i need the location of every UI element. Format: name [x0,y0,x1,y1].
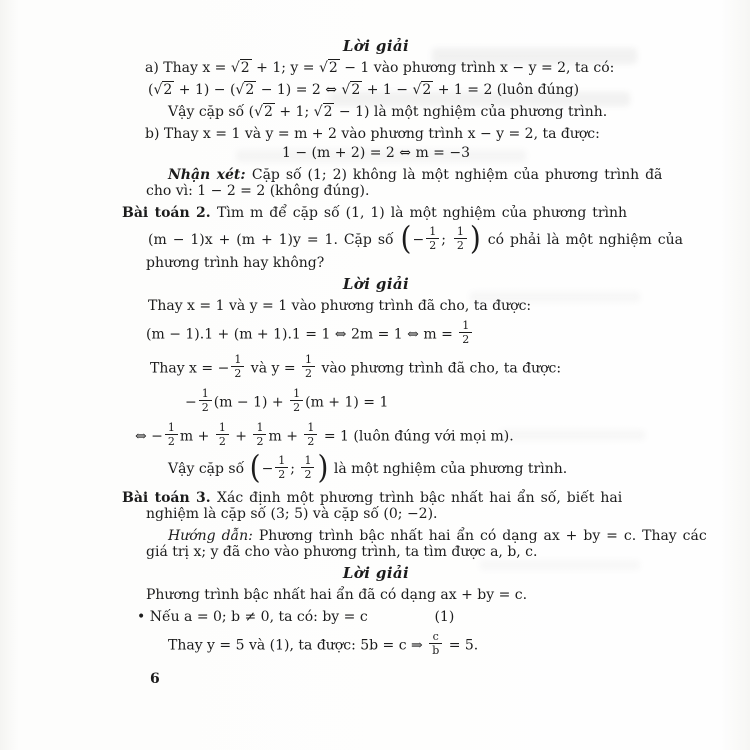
text-segment: − 1) = 2 ⇔ [256,82,342,98]
text-segment: Thay y = 5 và (1), ta được: 5b = c ⇒ [168,637,428,654]
text-segment: (m − 1)x + (m + 1)y = 1. Cặp số [148,232,400,248]
bullet-line [122,609,630,625]
text-segment: ; [290,461,300,477]
fraction: $\frac{1}{2}$ [301,454,314,481]
remark-line-1 [122,167,663,183]
text-segment: Lời giải [342,37,410,55]
big-parenthesis: ( [249,448,261,486]
text-segment: phương trình hay không? [146,255,325,271]
text-segment: Phương trình bậc nhất hai ẩn có dạng ax + by = c. Thay các [258,528,707,544]
page-number [122,671,630,687]
problem-2-line-1 [122,205,630,221]
solution-heading-1 [122,38,630,54]
text-segment: + 1 − [362,82,413,98]
fraction: $\frac{1}{2}$ [165,421,178,448]
text-segment: + 1) − ( [174,82,236,98]
text-segment: ⇔ − [135,428,163,445]
text-segment: − [412,232,425,248]
equation-2b [122,389,630,416]
text-segment: − [185,394,197,411]
text-segment: a) Thay x = [145,60,231,76]
text-segment: Thay x = 1 và y = 1 vào phương trình đã cho, ta được: [148,298,532,314]
conclusion-a [122,104,630,120]
sub-line-2 [122,355,630,382]
fraction: $\frac{1}{2}$ [199,387,212,414]
fraction: $\frac{c}{b}$ [429,630,442,657]
text-segment: ( [148,82,154,98]
text-segment: − 1) là một nghiệm của phương trình. [334,104,608,120]
text-segment: Vậy cặp số ( [168,104,255,120]
equation-3a [122,632,630,659]
text-segment: Tìm m để cặp số (1, 1) là một nghiệm của phương trình [217,205,628,221]
hint-line-1 [122,528,707,544]
text-segment: Xác định một phương trình bậc nhất hai ẩn số, biết hai [217,490,623,506]
text-segment: 1 − (m + 2) = 2 ⇔ m = −3 [282,145,470,161]
text-segment: − [261,461,274,477]
sub-line-3 [122,587,630,603]
text-segment: + 1 = 2 (luôn đúng) [433,82,580,98]
fraction: $\frac{1}{2}$ [304,421,317,448]
text-segment: 6 [150,671,160,687]
hint-line-2 [122,544,630,560]
fraction: $\frac{1}{2}$ [231,353,244,380]
text-segment: Hướng dẫn: [168,528,259,544]
square-root: √2 [254,104,273,120]
problem-2-line-2 [122,219,683,257]
text-segment: + 1; [274,104,314,120]
fraction: $\frac{1}{2}$ [253,421,266,448]
text-segment: Nhận xét: [168,167,252,183]
equation-2a [122,321,630,348]
text-segment: (m + 1) = 1 [305,394,389,411]
text-segment: và y = [246,360,301,377]
equation-b [122,145,630,161]
text-segment: m + [179,428,214,445]
text-segment: Phương trình bậc nhất hai ẩn đã có dạng ax + by = c. [146,587,528,603]
text-segment: Thay x = − [150,360,230,377]
remark-line-2 [122,183,630,199]
page-content [122,0,707,687]
text-segment: là một nghiệm của phương trình. [329,461,568,477]
line-b [122,126,630,142]
text-segment: cho vì: 1 − 2 = 2 (không đúng). [146,183,370,199]
text-segment: = 1 (luôn đúng với mọi m). [319,428,514,445]
fraction: $\frac{1}{2}$ [459,319,472,346]
text-segment: m + [268,428,303,445]
fraction: $\frac{1}{2}$ [426,225,439,252]
text-segment: • Nếu a = 0; b ≠ 0, ta có: by = c (1) [137,609,455,625]
text-segment: ; [441,232,452,248]
solution-heading-3 [122,565,630,581]
big-parenthesis: ( [400,219,412,257]
text-segment: (m − 1).1 + (m + 1).1 = 1 ⇔ 2m = 1 ⇔ m = [146,326,458,343]
text-segment: b) Thay x = 1 và y = m + 2 vào phương trình x − y = 2, ta được: [145,126,600,142]
text-segment: = 5. [444,637,479,654]
text-segment: vào phương trình đã cho, ta được: [317,360,562,377]
square-root: √2 [153,82,173,98]
big-parenthesis: ) [469,219,481,257]
square-root: √2 [318,60,338,76]
fraction: $\frac{1}{2}$ [290,387,303,414]
fraction: $\frac{1}{2}$ [302,353,315,380]
text-segment: Vậy cặp số [168,461,249,477]
line-a [122,60,630,76]
square-root: √2 [230,60,250,76]
text-segment: Cặp số (1; 2) không là một nghiệm của phương trình đã [251,167,663,183]
text-segment: nghiệm là cặp số (3; 5) và cặp số (0; −2). [146,506,438,522]
square-root: √2 [412,82,432,98]
text-segment: có phải là một nghiệm của [481,232,683,248]
text-segment: − 1 vào phương trình x − y = 2, ta có: [339,60,615,76]
text-segment: Bài toán 2. [122,205,218,221]
problem-3-line-1 [122,490,630,506]
problem-3-line-2 [122,506,630,522]
text-segment: Lời giải [342,275,410,293]
equation-2c [122,423,630,450]
fraction: $\frac{1}{2}$ [454,225,467,252]
solution-heading-2 [122,276,630,292]
text-segment: giá trị x; y đã cho vào phương trình, ta tìm được a, b, c. [146,544,538,560]
text-segment: + [230,428,252,445]
equation-a [122,82,630,98]
square-root: √2 [235,82,255,98]
text-segment: (m − 1) + [213,394,289,411]
conclusion-2 [122,448,630,486]
text-segment: Bài toán 3. [122,490,218,506]
fraction: $\frac{1}{2}$ [275,454,288,481]
square-root: √2 [313,104,333,120]
problem-2-line-3 [122,255,630,271]
sub-line-1 [122,298,630,314]
text-segment: + 1; y = [251,60,319,76]
fraction: $\frac{1}{2}$ [216,421,229,448]
big-parenthesis: ) [317,448,329,486]
text-segment: Lời giải [342,564,410,582]
square-root: √2 [341,82,361,98]
